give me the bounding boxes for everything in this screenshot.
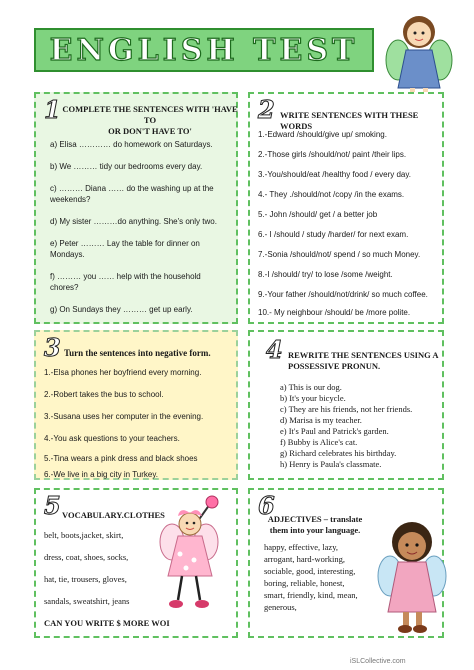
exercise-line: 10.- My neighbour /should/ be /more polite.: [258, 308, 411, 317]
exercise-line: 4.-You ask questions to your teachers.: [44, 434, 180, 443]
section-number: 5: [44, 491, 61, 520]
exercise-line: 8.-I /should/ try/ to lose /some /weight.: [258, 270, 393, 279]
exercise-line: d) My sister ………do anything. She's only two.: [50, 217, 217, 226]
heading-line: ADJECTIVES – translate: [267, 514, 363, 524]
exercise-line: f) Bubby is Alice's cat.: [280, 437, 358, 447]
exercise-line: weekends?: [50, 195, 91, 204]
exercise-line: g) On Sundays they ……… get up early.: [50, 305, 193, 314]
section-heading: VOCABULARY.CLOTHES: [62, 510, 165, 520]
vocab-line: dress, coat, shoes, socks,: [44, 552, 129, 562]
exercise-line: 2.-Robert takes the bus to school.: [44, 390, 164, 399]
exercise-line: e) It's Paul and Patrick's garden.: [280, 426, 389, 436]
heading-line: COMPLETE THE SENTENCES WITH 'HAVE TO: [62, 104, 238, 125]
exercise-line: f) ……… you …… help with the household: [50, 272, 201, 281]
heading-line: REWRITE THE SENTENCES USING A: [288, 350, 439, 360]
exercise-line: 7.-Sonia /should/not/ spend / so much Money.: [258, 250, 421, 259]
exercise-line: 3.-You/should/eat /healthy food / every day.: [258, 170, 411, 179]
title-banner: [34, 28, 374, 72]
exercise-line: g) Richard celebrates his birthday.: [280, 448, 397, 458]
section-heading: WRITE SENTENCES WITH THESE WORDS: [280, 110, 419, 131]
exercise-line: 4.- They ./should/not /copy /in the exams.: [258, 190, 405, 199]
exercise-line: 5.-Tina wears a pink dress and black shoes: [44, 454, 198, 463]
section-4-panel: [248, 330, 444, 480]
exercise-line: d) Marisa is my teacher.: [280, 415, 362, 425]
heading-line: them into your language.: [269, 525, 361, 535]
adjectives-line: smart, friendly, kind, mean,: [264, 590, 358, 600]
fairy-girl-illustration: [150, 494, 230, 616]
adjectives-line: generous,: [264, 602, 297, 612]
angel-dark-hair-illustration: [376, 516, 448, 640]
vocab-line: sandals, sweatshirt, jeans: [44, 596, 130, 606]
exercise-line: a) This is our dog.: [280, 382, 342, 392]
exercise-line: 3.-Susana uses her computer in the evening.: [44, 412, 204, 421]
exercise-line: c) ……… Diana …… do the washing up at the: [50, 184, 214, 193]
section-2-panel: [248, 92, 444, 324]
heading-line: OR DON'T HAVE TO': [108, 126, 192, 136]
exercise-line: a) Elisa ………… do homework on Saturdays.: [50, 140, 213, 149]
adjectives-line: sociable, good, interesting,: [264, 566, 356, 576]
exercise-line: 6.-We live in a big city in Turkey.: [44, 470, 158, 479]
exercise-line: h) Henry is Paula's classmate.: [280, 459, 382, 469]
adjectives-line: boring, reliable, honest,: [264, 578, 345, 588]
exercise-line: 9.-Your father /should/not/drink/ so much coffee.: [258, 290, 428, 299]
section-number: 2: [258, 95, 275, 124]
exercise-line: Mondays.: [50, 250, 85, 259]
vocab-prompt: CAN YOU WRITE $ MORE WOI: [44, 618, 170, 628]
adjectives-line: happy, effective, lazy,: [264, 542, 339, 552]
section-1-panel: [34, 92, 238, 324]
exercise-line: 6.- I /should / study /harder/ for next exam.: [258, 230, 409, 239]
section-number: 4: [266, 335, 283, 364]
section-heading: [288, 350, 439, 372]
exercise-line: chores?: [50, 283, 79, 292]
exercise-line: 1.-Elsa phones her boyfriend every morning.: [44, 368, 202, 377]
section-heading: Turn the sentences into negative form.: [64, 348, 211, 358]
exercise-line: b) It's your bicycle.: [280, 393, 346, 403]
vocab-line: belt, boots,jacket, skirt,: [44, 530, 124, 540]
vocab-line: hat, tie, trousers, gloves,: [44, 574, 127, 584]
section-number: 1: [44, 95, 61, 124]
exercise-line: 1.-Edward /should/give up/ smoking.: [258, 130, 387, 139]
exercise-line: 2.-Those girls /should/not/ paint /their lips.: [258, 150, 407, 159]
exercise-line: b) We ……… tidy our bedrooms every day.: [50, 162, 203, 171]
exercise-line: e) Peter ……… Lay the table for dinner on: [50, 239, 200, 248]
section-number: 3: [44, 333, 61, 362]
footer-watermark: iSLCollective.com: [350, 658, 406, 665]
page-title: ENGLISH TEST: [49, 32, 359, 68]
section-heading: [62, 104, 238, 137]
section-3-panel: [34, 330, 238, 480]
exercise-line: 5.- John /should/ get / a better job: [258, 210, 378, 219]
section-heading: [260, 514, 370, 536]
heading-line: POSSESSIVE PRONUN.: [288, 361, 381, 371]
adjectives-line: arrogant, hard-working,: [264, 554, 345, 564]
section-number: 6: [258, 491, 275, 520]
exercise-line: c) They are his friends, not her friends.: [280, 404, 413, 414]
